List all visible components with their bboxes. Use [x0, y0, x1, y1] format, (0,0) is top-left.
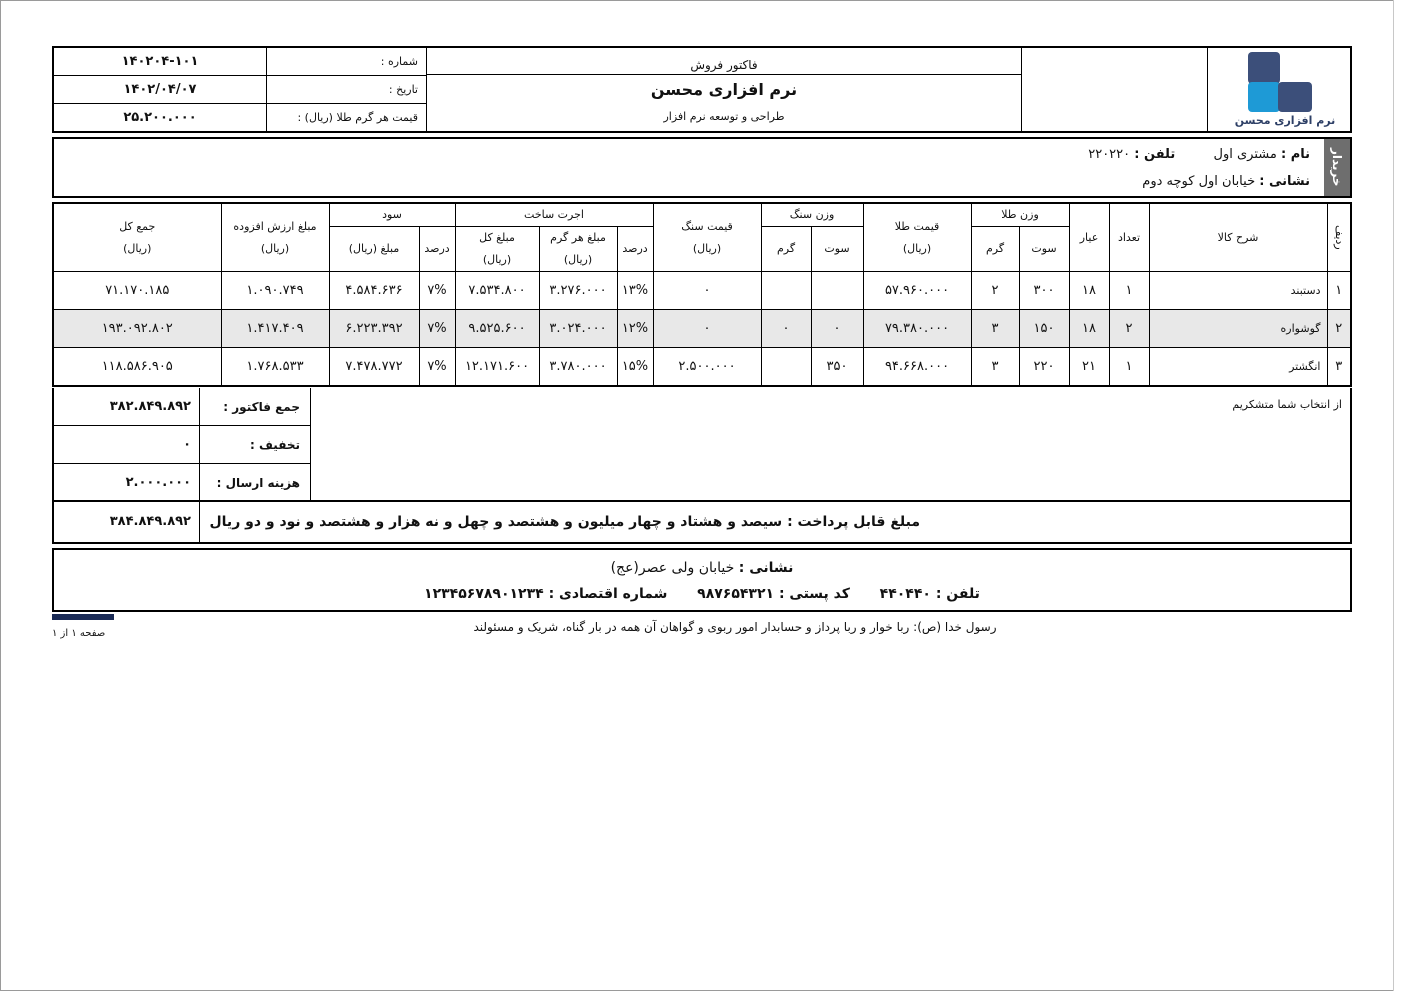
cell-desc: گوشواره [1149, 310, 1327, 348]
footer-econ: ۱۲۳۴۵۶۷۸۹۰۱۲۳۴ [424, 586, 544, 602]
shipping-label: هزینه ارسال : [216, 476, 300, 490]
cell-wage-per-gram: ۳.۷۸۰.۰۰۰ [539, 348, 617, 387]
col-stone-price-unit: (ریال) [692, 241, 722, 255]
cell-gold-price: ۷۹.۳۸۰.۰۰۰ [863, 310, 971, 348]
table-row [53, 348, 1351, 387]
invoice-date: ۱۴۰۲/۰۴/۰۷ [123, 82, 197, 97]
col-gold-price-unit: (ریال) [902, 241, 932, 255]
col-profit-pct: درصد [419, 227, 455, 272]
cell-gram: ۳ [971, 310, 1019, 348]
page-edge [1393, 0, 1403, 991]
col-vat [221, 203, 329, 272]
cell-profit-amount: ۴.۵۸۴.۶۳۶ [329, 272, 419, 310]
cell-stone-price: ۰ [653, 272, 761, 310]
footer-address: خیابان ولی عصر(عج) [610, 560, 735, 576]
gold-price-label: قیمت هر گرم طلا (ریال) : [297, 111, 418, 124]
payable-row [54, 502, 1350, 542]
col-stone-price [653, 203, 761, 272]
col-wage-per-gram-title: مبلغ هر گرم [550, 231, 606, 244]
footer-postal: ۹۸۷۶۵۴۳۲۱ [697, 586, 775, 602]
cell-wage-total: ۹.۵۲۵.۶۰۰ [455, 310, 539, 348]
cell-karat: ۲۱ [1069, 348, 1109, 387]
buyer-address-line [1142, 174, 1310, 189]
cell-total: ۱۹۳.۰۹۲.۸۰۲ [53, 310, 221, 348]
cell-stone-sut: ۳۵۰ [811, 348, 863, 387]
company-name: نرم افزاری محسن [650, 80, 798, 99]
cell-wage-pct: ۱۵% [617, 348, 653, 387]
col-wage-total [455, 227, 539, 272]
invoice-number: ۱۴۰۲۰۴-۱۰۱ [121, 54, 199, 69]
col-profit-amount: مبلغ (ریال) [329, 227, 419, 272]
payable-words: سیصد و هشتاد و چهار میلیون و هشتصد و چهل و نه هزار و هشتصد و نود و دو ریال [209, 514, 783, 530]
discount-row [54, 426, 310, 464]
logo-block-blue [1248, 82, 1280, 112]
date-value-cell [54, 76, 267, 104]
col-grand-total [53, 203, 221, 272]
shipping-row [54, 464, 1350, 502]
cell-total: ۱۱۸.۵۸۶.۹۰۵ [53, 348, 221, 387]
logo-block-top [1248, 52, 1280, 84]
col-desc: شرح کالا [1149, 203, 1327, 272]
footer-contact-line [54, 586, 1350, 602]
cell-gold-price: ۵۷.۹۶۰.۰۰۰ [863, 272, 971, 310]
col-gold-sut: سوت [1019, 227, 1069, 272]
hadith-text: رسول خدا (ص): ربا خوار و ربا پرداز و حسابدار امور ربوی و گواهان آن همه در بار گناه، شریک و مسئولند [473, 620, 997, 634]
cell-stone-sut [811, 272, 863, 310]
gold-price-value: ۲۵.۲۰۰.۰۰۰ [123, 110, 197, 125]
blank-cell [1022, 48, 1208, 131]
col-gold-gram: گرم [971, 227, 1019, 272]
col-stone-weight: وزن سنگ [761, 203, 863, 227]
cell-vat: ۱.۰۹۰.۷۴۹ [221, 272, 329, 310]
buyer-section [52, 137, 1352, 198]
col-stone-gram: گرم [761, 227, 811, 272]
invoice-number-label: شماره : [380, 55, 418, 68]
footer-address-label: نشانی : [738, 560, 794, 576]
footer-phone-label: تلفن : [935, 586, 980, 602]
col-stone-sut: سوت [811, 227, 863, 272]
cell-wage-pct: ۱۲% [617, 310, 653, 348]
discount-label: تخفیف : [250, 438, 300, 452]
buyer-name: مشتری اول [1213, 147, 1277, 162]
cell-stone-sut: ۰ [811, 310, 863, 348]
buyer-name-label: نام : [1280, 147, 1310, 162]
invoice-total-value: ۳۸۲.۸۴۹.۸۹۲ [54, 388, 200, 425]
col-gold-price-title: قیمت طلا [894, 219, 940, 233]
cell-count: ۱ [1109, 348, 1149, 387]
payable-text [200, 502, 920, 542]
col-vat-unit: (ریال) [260, 241, 290, 255]
table-row [53, 310, 1351, 348]
table-row [53, 272, 1351, 310]
company-logo [1208, 48, 1350, 131]
col-profit: سود [329, 203, 455, 227]
cell-profit-amount: ۷.۴۷۸.۷۷۲ [329, 348, 419, 387]
buyer-phone-label: تلفن : [1134, 147, 1176, 162]
gold-price-label-cell [267, 104, 427, 131]
cell-desc: دستبند [1149, 272, 1327, 310]
cell-stone-price: ۰ [653, 310, 761, 348]
company-footer [52, 548, 1352, 612]
doc-type: فاکتور فروش [427, 48, 1021, 75]
cell-idx: ۲ [1327, 310, 1351, 348]
col-wage-pct: درصد [617, 227, 653, 272]
cell-wage-total: ۷.۵۳۴.۸۰۰ [455, 272, 539, 310]
col-karat: عیار [1069, 203, 1109, 272]
footer-econ-label: شماره اقتصادی : [548, 586, 668, 602]
date-label: تاریخ : [388, 83, 418, 96]
col-gold-price [863, 203, 971, 272]
col-grand-total-unit: (ریال) [123, 241, 152, 255]
invoice-number-label-cell [267, 48, 427, 76]
logo-block-right [1278, 82, 1312, 112]
col-wage-per-gram [539, 227, 617, 272]
footer-postal-label: کد پستی : [778, 586, 850, 602]
cell-vat: ۱.۷۶۸.۵۳۳ [221, 348, 329, 387]
invoice-total-row [54, 388, 310, 426]
col-vat-title: مبلغ ارزش افزوده [233, 219, 317, 233]
col-wage-total-unit: (ریال) [482, 253, 512, 266]
cell-profit-pct: ۷% [419, 272, 455, 310]
cell-total: ۷۱.۱۷۰.۱۸۵ [53, 272, 221, 310]
cell-desc: انگشتر [1149, 348, 1327, 387]
col-row: ردیف [1327, 203, 1351, 272]
cell-gram: ۳ [971, 348, 1019, 387]
cell-gold-price: ۹۴.۶۶۸.۰۰۰ [863, 348, 971, 387]
payable-label: مبلغ قابل پرداخت : [787, 514, 920, 530]
cell-sut: ۳۰۰ [1019, 272, 1069, 310]
footer-address-line [54, 560, 1350, 576]
cell-stone-gram: ۰ [761, 310, 811, 348]
col-wage-total-title: مبلغ کل [479, 231, 515, 244]
invoice-header [52, 46, 1352, 133]
cell-wage-per-gram: ۳.۰۲۴.۰۰۰ [539, 310, 617, 348]
buyer-phone: ۲۲۰۲۲۰ [1088, 147, 1131, 162]
col-grand-total-title: جمع کل [119, 219, 156, 233]
col-wage-per-gram-unit: (ریال) [563, 253, 593, 266]
buyer-name-line [1088, 147, 1310, 162]
cell-profit-pct: ۷% [419, 348, 455, 387]
company-subtitle: طراحی و توسعه نرم افزار [663, 110, 785, 123]
cell-profit-pct: ۷% [419, 310, 455, 348]
items-table [52, 202, 1352, 387]
discount-value: ۰ [54, 426, 200, 463]
cell-sut: ۱۵۰ [1019, 310, 1069, 348]
title-block [427, 48, 1022, 131]
cell-karat: ۱۸ [1069, 310, 1109, 348]
cell-wage-total: ۱۲.۱۷۱.۶۰۰ [455, 348, 539, 387]
col-stone-price-title: قیمت سنگ [681, 219, 733, 233]
watermark-strip [52, 614, 114, 620]
cell-gram: ۲ [971, 272, 1019, 310]
cell-sut: ۲۲۰ [1019, 348, 1069, 387]
cell-vat: ۱.۴۱۷.۴۰۹ [221, 310, 329, 348]
date-label-cell [267, 76, 427, 104]
page-number: صفحه ۱ از ۱ [52, 628, 106, 639]
cell-idx: ۳ [1327, 348, 1351, 387]
cell-wage-pct: ۱۳% [617, 272, 653, 310]
buyer-address-label: نشانی : [1259, 174, 1310, 189]
footer-phone: ۴۴۰۴۴۰ [879, 586, 931, 602]
buyer-address: خیابان اول کوچه دوم [1142, 174, 1256, 189]
cell-idx: ۱ [1327, 272, 1351, 310]
cell-count: ۱ [1109, 272, 1149, 310]
buyer-tab: خریدار [1324, 139, 1350, 196]
cell-stone-gram [761, 272, 811, 310]
invoice-total-label: جمع فاکتور : [223, 400, 300, 414]
totals-section [52, 388, 1352, 544]
cell-wage-per-gram: ۳.۲۷۶.۰۰۰ [539, 272, 617, 310]
logo-text: نرم افزاری محسن [1234, 114, 1336, 127]
cell-stone-gram [761, 348, 811, 387]
invoice-number-value-cell [54, 48, 267, 76]
col-wage: اجرت ساخت [455, 203, 653, 227]
col-count: تعداد [1109, 203, 1149, 272]
cell-karat: ۱۸ [1069, 272, 1109, 310]
cell-stone-price: ۲.۵۰۰.۰۰۰ [653, 348, 761, 387]
cell-profit-amount: ۶.۲۲۳.۳۹۲ [329, 310, 419, 348]
payable-value: ۳۸۴.۸۴۹.۸۹۲ [54, 502, 200, 542]
gold-price-value-cell [54, 104, 267, 131]
thanks-text: از انتخاب شما متشکریم [1232, 398, 1342, 411]
col-gold-weight: وزن طلا [971, 203, 1069, 227]
shipping-value: ۲.۰۰۰.۰۰۰ [54, 464, 200, 500]
cell-count: ۲ [1109, 310, 1149, 348]
